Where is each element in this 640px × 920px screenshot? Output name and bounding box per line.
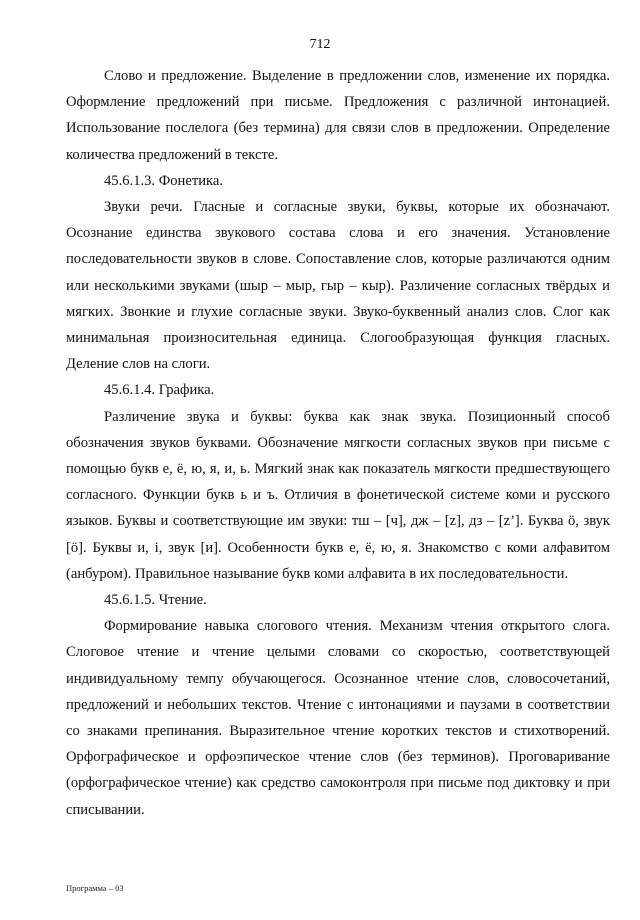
section-heading-phonetics: 45.6.1.3. Фонетика. [104, 172, 224, 189]
paragraph-sentence: Слово и предложение. Выделение в предложении слов, изменение их порядка. Оформление предложений при письме. Предложения с различной интонацией. Использование послелога (без термина) для связи слов в предложении. Определение количества предложений в тексте. [66, 68, 610, 163]
paragraph-phonetics: Звуки речи. Гласные и согласные звуки, буквы, которые их обозначают. Осознание единства звукового состава слова и его значения. Установление последовательности звуков в слове. Сопоставление слов, которые различаются одним или несколькими звуками (шыр – мыр, гыр – кыр). Различение согласных твёрдых и мягких. Звонкие и глухие согласные звуки. Звуко-буквенный анализ слов. Слог как минимальная произносительная единица. Слогообразующая функция гласных. Деление слов на слоги. [66, 199, 610, 373]
section-heading-reading: 45.6.1.5. Чтение. [104, 592, 207, 609]
page-number: 712 [309, 37, 331, 52]
document-body [66, 63, 610, 823]
paragraph-graphics: Различение звука и буквы: буква как знак звука. Позиционный способ обозначения звуков буквами. Обозначение мягкости согласных звуков при письме с помощью букв е, ё, ю, я, и, ь. Мягкий знак как показатель мягкости предшествующего согласного. Функции букв ь и ъ. Отличия в фонетической системе коми и русского языков. Буквы и соответствующие им звуки: тш – [ч], дж – [z], дз – [z’]. Буква ö, звук [ö]. Буквы и, i, звук [и]. Особенности букв е, ё, ю, я. Знакомство с коми алфавитом (анбуром). Правильное называние букв коми алфавита в их последовательности. [66, 408, 610, 582]
paragraph-reading: Формирование навыка слогового чтения. Механизм чтения открытого слога. Слоговое чтение и чтение целыми словами со скоростью, соответствующей индивидуальному темпу обучающегося. Осознанное чтение слов, словосочетаний, предложений и небольших текстов. Чтение с интонациями и паузами в соответствии со знаками препинания. Выразительное чтение коротких текстов и стихотворений. Орфографическое и орфоэпическое чтение слов (без терминов). Проговаривание (орфографическое чтение) как средство самоконтроля при письме под диктовку и при списывании. [66, 618, 610, 818]
section-heading-graphics: 45.6.1.4. Графика. [104, 382, 215, 399]
page-footer: Программа – 03 [66, 883, 124, 893]
